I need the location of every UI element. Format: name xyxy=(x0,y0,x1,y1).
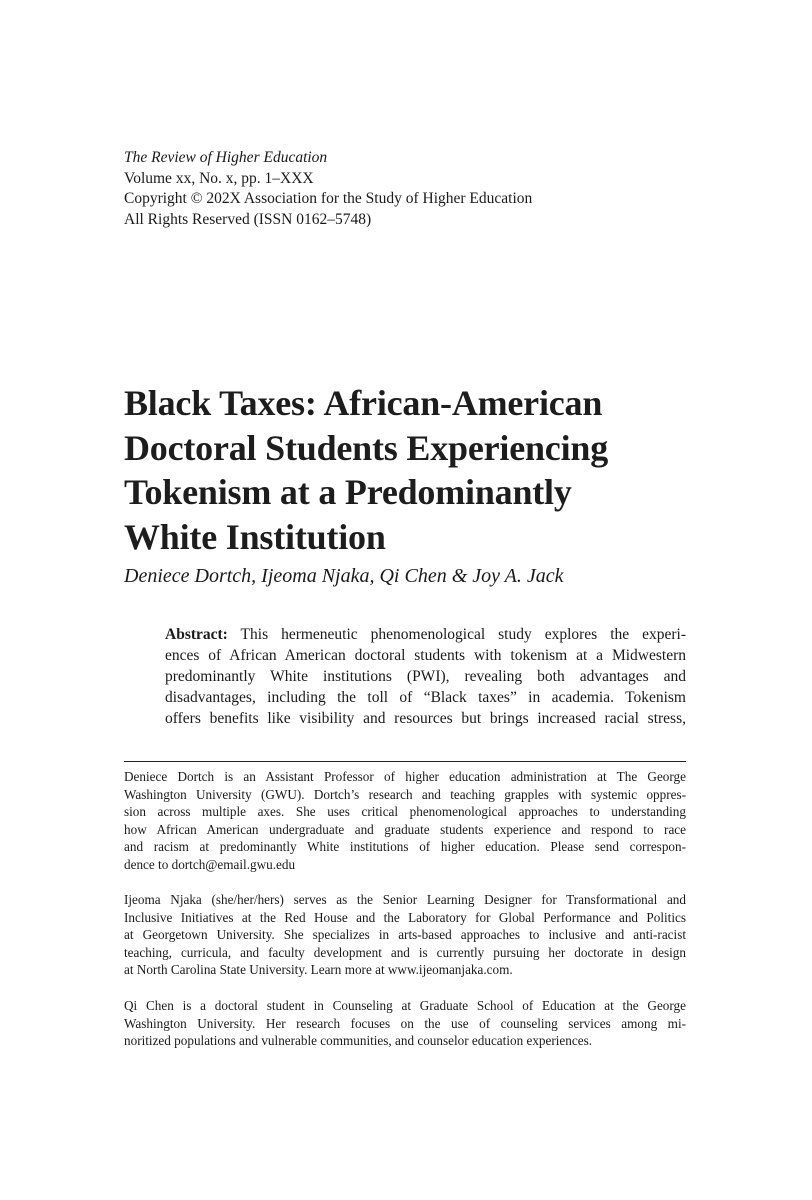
author-bio-dortch xyxy=(124,768,686,874)
article-authors: Deniece Dortch, Ijeoma Njaka, Qi Chen & Joy A. Jack xyxy=(124,565,564,587)
abstract-line: disadvantages, including the toll of “Black taxes” in academia. Tokenism xyxy=(165,689,686,706)
bio-line: Inclusive Initiatives at the Red House and the Laboratory for Global Performance and Politics xyxy=(124,909,686,925)
journal-copyright: Copyright © 202X Association for the Study of Higher Education xyxy=(124,190,533,207)
title-line: White Institution xyxy=(124,516,386,557)
abstract-label: Abstract: xyxy=(165,626,228,643)
author-bio-njaka xyxy=(124,891,686,979)
title-line: Black Taxes: African-American xyxy=(124,383,603,423)
abstract-line: ences of African American doctoral students with tokenism at a Midwestern xyxy=(165,647,686,664)
bio-line: teaching, curricula, and faculty development and is currently pursuing her doctorate in design xyxy=(124,944,686,960)
journal-info xyxy=(124,148,684,230)
footnote-divider xyxy=(124,761,686,762)
abstract-text: This hermeneutic phenomenological study explores the experi- xyxy=(227,626,686,643)
title-line: Tokenism at a Predominantly xyxy=(124,472,572,512)
bio-line: Washington University (GWU). Dortch’s research and teaching grapples with systemic oppres- xyxy=(124,786,686,802)
abstract-line: offers benefits like visibility and resources but brings increased racial stress, xyxy=(165,710,686,727)
bio-line: how African American undergraduate and graduate students experience and respond to race xyxy=(124,821,686,837)
bio-line: dence to dortch@email.gwu.edu xyxy=(124,856,296,872)
bio-line: at North Carolina State University. Learn more at www.ijeomanjaka.com. xyxy=(124,962,513,978)
bio-line: Qi Chen is a doctoral student in Counseling at Graduate School of Education at the George xyxy=(124,998,686,1013)
bio-line: at Georgetown University. She specializes in arts-based approaches to inclusive and anti-racist xyxy=(124,927,686,943)
bio-line: Ijeoma Njaka (she/her/hers) serves as the Senior Learning Designer for Transformational and xyxy=(124,892,686,907)
bio-line: noritized populations and vulnerable communities, and counselor education experiences. xyxy=(124,1033,593,1049)
bio-line: Deniece Dortch is an Assistant Professor of higher education administration at The George xyxy=(124,769,686,784)
bio-line: sion across multiple axes. She uses critical phenomenological approaches to understanding xyxy=(124,804,686,820)
abstract xyxy=(165,624,686,729)
author-bio-chen xyxy=(124,997,686,1050)
bio-line: Washington University. Her research focuses on the use of counseling services among mi- xyxy=(124,1015,686,1031)
bio-line: and racism at predominantly White institutions of higher education. Please send correspon- xyxy=(124,839,686,855)
journal-name: The Review of Higher Education xyxy=(124,149,328,166)
journal-volume: Volume xx, No. x, pp. 1–XXX xyxy=(124,169,314,187)
abstract-line xyxy=(165,624,686,645)
title-line: Doctoral Students Experiencing xyxy=(124,427,608,468)
article-title xyxy=(124,381,724,559)
journal-rights: All Rights Reserved (ISSN 0162–5748) xyxy=(124,210,372,228)
abstract-line: predominantly White institutions (PWI), revealing both advantages and xyxy=(165,668,686,685)
